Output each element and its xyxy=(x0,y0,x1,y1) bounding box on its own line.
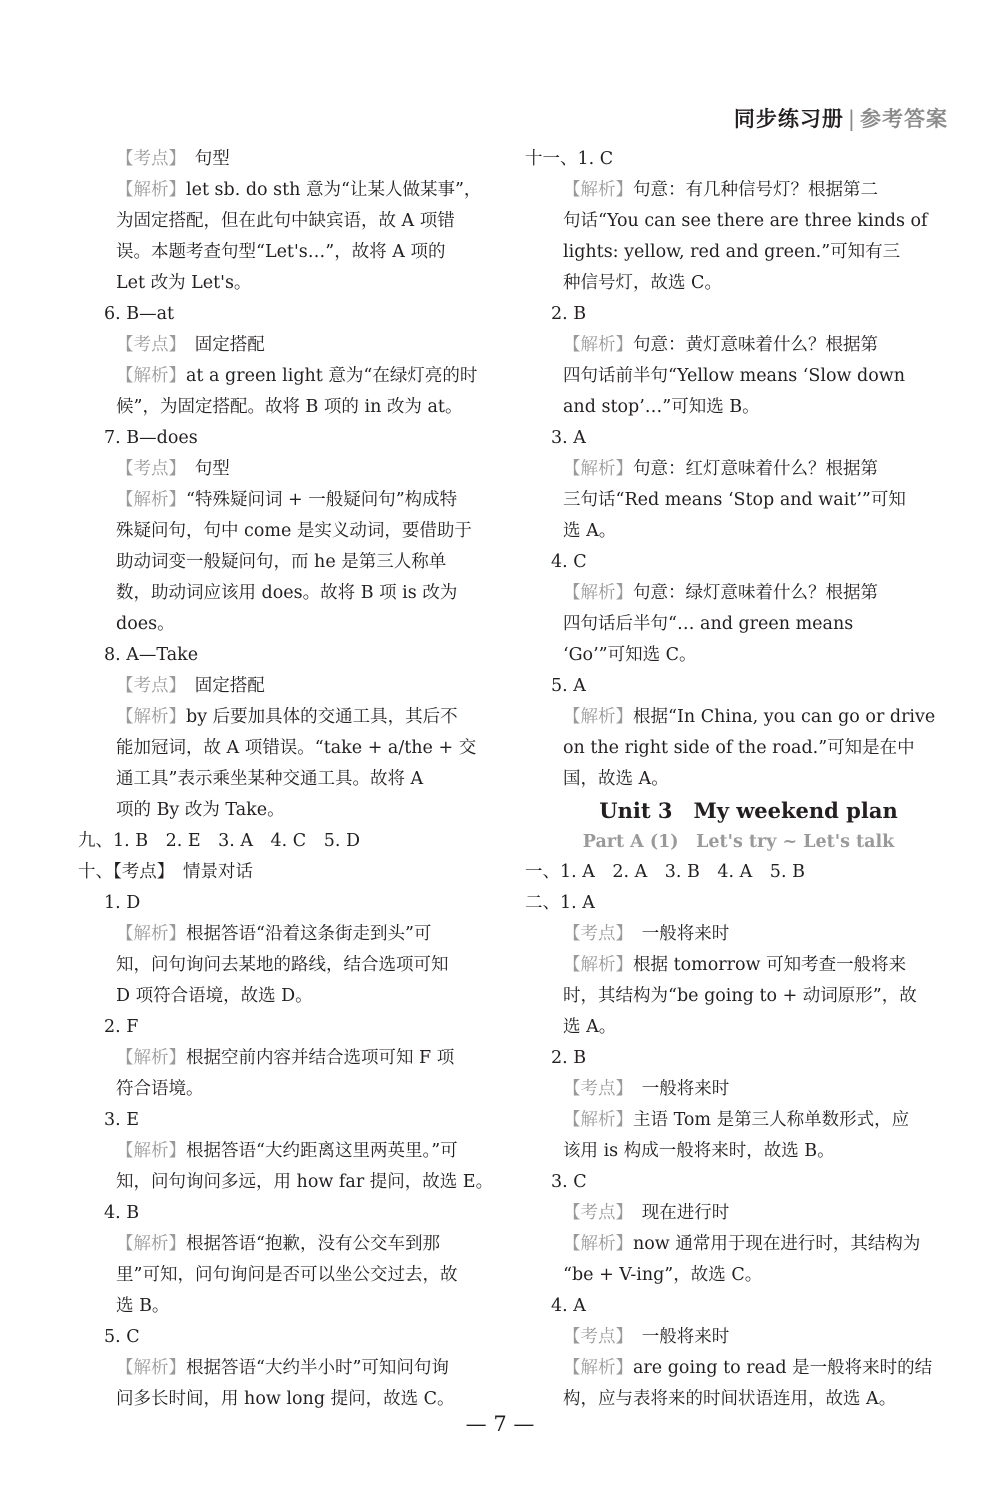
answer-line: 助动词变一般疑问句，而 he 是第三人称单 xyxy=(116,552,447,572)
answer-line: 候”，为固定搭配。故将 B 项的 in 改为 at。 xyxy=(116,397,463,417)
answer-line: 三句话“Red means ‘Stop and wait’”可知 xyxy=(563,490,906,510)
answer-line: 【解析】are going to read 是一般将来时的结 xyxy=(563,1358,933,1378)
answer-line: 问多长时间，用 how long 提问，故选 C。 xyxy=(116,1389,455,1409)
answer-line: ‘Go’”可知选 C。 xyxy=(563,645,697,665)
right-column xyxy=(525,144,952,1415)
label-tag: 【解析】 xyxy=(563,335,633,355)
book-title: 同步练习册 xyxy=(733,107,844,131)
answer-line: 【解析】at a green light 意为“在绿灯亮的时 xyxy=(116,366,478,386)
answer-line: 3. E xyxy=(104,1110,140,1130)
answer-line: 【考点】 句型 xyxy=(116,149,230,169)
page-number: — 7 — xyxy=(465,1412,535,1436)
answer-line: 【考点】 句型 xyxy=(116,459,230,479)
label-tag: 【解析】 xyxy=(563,180,633,200)
answer-line: 2. F xyxy=(104,1017,139,1037)
answer-line: 【解析】“特殊疑问词 + 一般疑问句”构成特 xyxy=(116,490,458,510)
answer-line: 十、【考点】 情景对话 xyxy=(78,862,253,882)
answer-line: 该用 is 构成一般将来时，故选 B。 xyxy=(563,1141,835,1161)
answer-line: D 项符合语境，故选 D。 xyxy=(116,986,313,1006)
answer-line: 【考点】 固定搭配 xyxy=(116,335,265,355)
answer-line: 【解析】句意：有几种信号灯？根据第二 xyxy=(563,180,878,200)
label-tag: 【解析】 xyxy=(563,459,633,479)
answer-line: 句话“You can see there are three kinds of xyxy=(563,211,928,231)
answer-line: 选 A。 xyxy=(563,521,617,541)
label-tag: 【考点】 xyxy=(563,1203,625,1223)
answer-line: 4. A xyxy=(551,1296,586,1316)
section-title: 参考答案 xyxy=(860,107,948,131)
answer-line: 【解析】根据答语“大约半小时”可知问句询 xyxy=(116,1358,449,1378)
answer-line: 殊疑问句，句中 come 是实义动词，要借助于 xyxy=(116,521,472,541)
answer-line: 二、1. A xyxy=(525,893,595,913)
label-tag: 【解析】 xyxy=(116,924,186,944)
answer-line: 【考点】 一般将来时 xyxy=(563,924,730,944)
label-tag: 【考点】 xyxy=(116,676,178,696)
answer-line: does。 xyxy=(116,614,175,634)
answer-line: 误。本题考查句型“Let's…”，故将 A 项的 xyxy=(116,242,446,262)
answer-line: 时，其结构为“be going to + 动词原形”，故 xyxy=(563,986,917,1006)
answer-line: 1. D xyxy=(104,893,141,913)
answer-line: 知，问句询问多远，用 how far 提问，故选 E。 xyxy=(116,1172,494,1192)
answer-line: 选 A。 xyxy=(563,1017,617,1037)
answer-line: 【解析】根据 tomorrow 可知考查一般将来 xyxy=(563,955,907,975)
answer-line: 【考点】 现在进行时 xyxy=(563,1203,730,1223)
answer-line: 九、1. B 2. E 3. A 4. C 5. D xyxy=(78,831,360,851)
label-tag: 【解析】 xyxy=(116,366,186,386)
answer-line: 【考点】 一般将来时 xyxy=(563,1327,730,1347)
header-separator: | xyxy=(847,107,856,131)
label-tag: 【解析】 xyxy=(563,1110,633,1130)
left-column xyxy=(78,144,502,1415)
answer-line: Let 改为 Let's。 xyxy=(116,273,252,293)
label-tag: 【解析】 xyxy=(116,490,186,510)
answer-line: 【解析】句意：黄灯意味着什么？根据第 xyxy=(563,335,878,355)
answer-line: 里”可知，问句询问是否可以坐公交过去，故 xyxy=(116,1265,458,1285)
answer-line: 国，故选 A。 xyxy=(563,769,669,789)
label-tag: 【解析】 xyxy=(116,1141,186,1161)
answer-line: 【解析】now 通常用于现在进行时，其结构为 xyxy=(563,1234,921,1254)
label-tag: 【考点】 xyxy=(563,1327,625,1347)
answer-line: 4. B xyxy=(104,1203,140,1223)
answer-line: 十一、1. C xyxy=(525,149,614,169)
answer-line: 【考点】 固定搭配 xyxy=(116,676,265,696)
answer-line: 知，问句询问去某地的路线，结合选项可知 xyxy=(116,955,449,975)
label-tag: 【解析】 xyxy=(116,1234,186,1254)
label-tag: 【解析】 xyxy=(116,707,186,727)
answer-line: 种信号灯，故选 C。 xyxy=(563,273,722,293)
answer-line: 能加冠词，故 A 项错误。“take + a/the + 交 xyxy=(116,738,477,758)
answer-line: 【解析】句意：红灯意味着什么？根据第 xyxy=(563,459,878,479)
label-tag: 【解析】 xyxy=(116,1048,186,1068)
unit-heading: Unit 3 My weekend plan xyxy=(599,798,898,823)
answer-line: 【解析】根据答语“大约距离这里两英里。”可 xyxy=(116,1141,458,1161)
label-tag: 【解析】 xyxy=(563,1234,633,1254)
answer-line: 项的 By 改为 Take。 xyxy=(116,800,285,820)
label-tag: 【解析】 xyxy=(563,707,633,727)
page-header xyxy=(734,103,948,133)
answer-line: 【解析】主语 Tom 是第三人称单数形式，应 xyxy=(563,1110,910,1130)
answer-line: 【解析】句意：绿灯意味着什么？根据第 xyxy=(563,583,878,603)
answer-line: 2. B xyxy=(551,1048,587,1068)
answer-line: 7. B—does xyxy=(104,428,198,448)
answer-line: 四句话后半句“… and green means xyxy=(563,614,854,634)
answer-line: 【解析】根据答语“沿着这条街走到头”可 xyxy=(116,924,432,944)
label-tag: 【解析】 xyxy=(563,1358,633,1378)
answer-line: 通工具”表示乘坐某种交通工具。故将 A xyxy=(116,769,424,789)
label-tag: 【解析】 xyxy=(563,955,633,975)
answer-line: 一、1. A 2. A 3. B 4. A 5. B xyxy=(525,862,805,882)
answer-line: 符合语境。 xyxy=(116,1079,204,1099)
answer-line: 5. C xyxy=(104,1327,140,1347)
answer-line: 【解析】根据答语“抱歉，没有公交车到那 xyxy=(116,1234,440,1254)
answer-line: 8. A—Take xyxy=(104,645,199,665)
label-tag: 【解析】 xyxy=(116,180,186,200)
answer-line: 四句话前半句“Yellow means ‘Slow down xyxy=(563,366,906,386)
answer-line: 【解析】let sb. do sth 意为“让某人做某事”， xyxy=(116,180,482,200)
answer-line: 数，助动词应该用 does。故将 B 项 is 改为 xyxy=(116,583,458,603)
label-tag: 【考点】 xyxy=(116,149,178,169)
answer-line: lights: yellow, red and green.”可知有三 xyxy=(563,242,901,262)
answer-line: 2. B xyxy=(551,304,587,324)
label-tag: 【考点】 xyxy=(563,1079,625,1099)
label-tag: 【考点】 xyxy=(563,924,625,944)
answer-line: 3. C xyxy=(551,1172,587,1192)
answer-line: on the right side of the road.”可知是在中 xyxy=(563,738,915,758)
part-heading: Part A (1) Let's try ~ Let's talk xyxy=(582,832,895,852)
answer-line: 选 B。 xyxy=(116,1296,170,1316)
answer-line: 【解析】根据空前内容并结合选项可知 F 项 xyxy=(116,1048,455,1068)
label-tag: 【考点】 xyxy=(116,459,178,479)
label-tag: 【解析】 xyxy=(563,583,633,603)
answer-line: 【考点】 一般将来时 xyxy=(563,1079,730,1099)
label-tag: 【考点】 xyxy=(116,335,178,355)
answer-line: 构，应与表将来的时间状语连用，故选 A。 xyxy=(563,1389,897,1409)
answer-line: 3. A xyxy=(551,428,586,448)
answer-line: 4. C xyxy=(551,552,587,572)
answer-line: 5. A xyxy=(551,676,586,696)
answer-line: 6. B—at xyxy=(104,304,175,324)
answer-line: 【解析】by 后要加具体的交通工具，其后不 xyxy=(116,707,458,727)
answer-line: and stop’…”可知选 B。 xyxy=(563,397,760,417)
label-tag: 【解析】 xyxy=(116,1358,186,1378)
answer-line: 为固定搭配，但在此句中缺宾语，故 A 项错 xyxy=(116,211,455,231)
answer-line: “be + V-ing”，故选 C。 xyxy=(563,1265,763,1285)
answer-line: 【解析】根据“In China, you can go or drive xyxy=(563,707,936,727)
